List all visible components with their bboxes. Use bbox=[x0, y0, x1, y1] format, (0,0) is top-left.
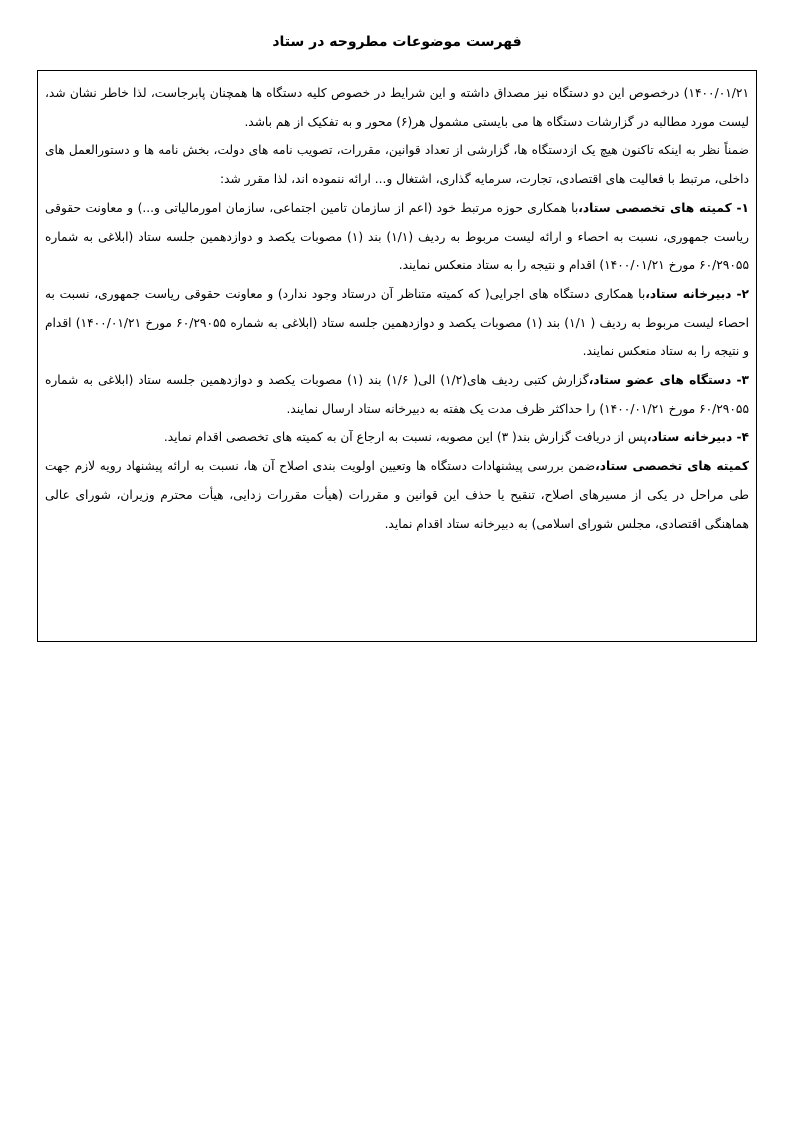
item-5-prefix: کمیته های تخصصی ستاد، bbox=[595, 459, 749, 474]
item-3 bbox=[45, 366, 749, 423]
intro-paragraph: ۱۴۰۰/۰۱/۲۱) درخصوص این دو دستگاه نیز مصداق داشته و این شرایط در خصوص کلیه دستگاه ها همچنان پابرجاست، لذا خاطر نشان شد، لیست مورد مطالبه در گزارشات دستگاه ها می بایستی مشمول هر(۶) محور و به تفکیک از هم باشد. bbox=[45, 86, 749, 129]
item-2 bbox=[45, 280, 749, 366]
second-paragraph: ضمناً نظر به اینکه تاکنون هیچ یک ازدستگاه ها، گزارشی از تعداد قوانین، مقررات، تصویب نامه های دولت، بخش نامه ها و دستورالعمل های داخلی، مرتبط با فعالیت های اقتصادی، تجارت، سرمایه گذاری، اشتغال و... ارائه ننموده اند، لذا مقرر شد: bbox=[45, 143, 749, 187]
item-5 bbox=[45, 452, 749, 538]
item-4-prefix: ۴- دبیرخانه ستاد، bbox=[646, 430, 749, 445]
item-3-body: گزارش کتبی ردیف های(۱/۲) الی( ۱/۶) بند (۱) مصوبات یکصد و دوازدهمین جلسه ستاد (ابلاغی به شماره ۶۰/۲۹۰۵۵ مورخ ۱۴۰۰/۰۱/۲۱) را حداکثر ظرف مدت یک هفته به دبیرخانه ستاد ارسال نمایند. bbox=[45, 373, 749, 416]
item-1-prefix: ۱- کمیته های تخصصی ستاد، bbox=[578, 200, 749, 215]
item-1-body: با همکاری حوزه مرتبط خود (اعم از سازمان تامین اجتماعی، سازمان امورمالیاتی و...) و معاونت حقوقی ریاست جمهوری، نسبت به احصاء و ارائه لیست مربوط به ردیف (۱/۱) بند (۱) مصوبات یکصد و دوازدهمین جلسه ستاد (ابلاغی به شماره ۶۰/۲۹۰۵۵ مورخ ۱۴۰۰/۰۱/۲۱) اقدام و نتیجه را به ستاد منعکس نمایند. bbox=[45, 200, 749, 273]
item-2-prefix: ۲- دبیرخانه ستاد، bbox=[645, 286, 749, 301]
item-3-prefix: ۳- دستگاه های عضو ستاد، bbox=[588, 373, 749, 388]
item-1 bbox=[45, 194, 749, 280]
item-5-body: ضمن بررسی پیشنهادات دستگاه ها وتعیین اولویت بندی اصلاح آن ها، نسبت به ارائه پیشنهاد رویه لازم جهت طی مراحل در یکی از مسیرهای اصلاح، تنقیح یا حذف این قوانین و مقررات (هیأت مقررات زدایی، هیأت محترم وزیران، شورای عالی هماهنگی اقتصادی، مجلس شورای اسلامی) به دبیرخانه ستاد اقدام نماید. bbox=[45, 459, 749, 531]
page-title: فهرست موضوعات مطروحه در ستاد bbox=[272, 34, 522, 50]
content-box bbox=[37, 70, 757, 642]
item-2-body: با همکاری دستگاه های اجرایی( که کمیته متناظر آن درستاد وجود ندارد) و معاونت حقوقی ریاست جمهوری، نسبت به احصاء لیست مربوط به ردیف ( ۱/۱) بند (۱) مصوبات یکصد و دوازدهمین جلسه ستاد (ابلاغی به شماره ۶۰/۲۹۰۵۵ مورخ ۱۴۰۰/۰۱/۲۱) اقدام و نتیجه را به ستاد منعکس نمایند. bbox=[45, 286, 750, 359]
item-4-body: پس از دریافت گزارش بند( ۳) این مصوبه، نسبت به ارجاع آن به کمیته های تخصصی اقدام نماید. bbox=[163, 430, 647, 445]
item-4 bbox=[45, 423, 749, 452]
